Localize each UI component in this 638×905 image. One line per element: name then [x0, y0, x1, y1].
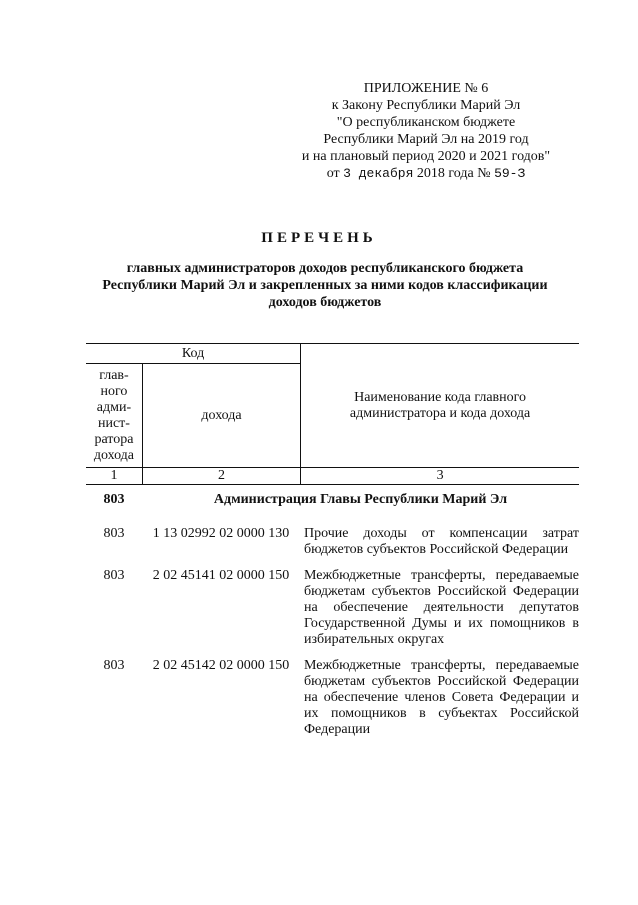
- header-admin-line: глав-: [99, 367, 129, 383]
- row-admin-code: 803: [103, 568, 125, 583]
- appendix-law-name-2: Республики Марий Эл на 2019 год: [323, 132, 529, 147]
- appendix-year: 2018 года №: [416, 166, 491, 181]
- appendix-law-number: 59-З: [494, 166, 526, 181]
- appendix-law: к Закону Республики Марий Эл: [331, 98, 521, 113]
- subtitle-line-2: Республики Марий Эл и закрепленных за ними кодов классификации: [102, 278, 548, 293]
- document-subtitle: [60, 260, 590, 311]
- section-admin-name: Администрация Главы Республики Марий Эл: [213, 492, 508, 507]
- row-income-code: 2 02 45141 02 0000 150: [152, 568, 290, 583]
- table-body: [86, 492, 579, 748]
- header-admin-column: [86, 364, 142, 468]
- appendix-date-line: [276, 165, 576, 182]
- section-admin-code: 803: [103, 492, 125, 507]
- appendix-law-name-1: "О республиканском бюджете: [336, 115, 516, 130]
- table-row: [86, 526, 579, 558]
- header-number-2: 2: [142, 468, 300, 485]
- header-admin-line: ного: [100, 383, 128, 399]
- appendix-date-prefix: от: [326, 166, 340, 181]
- subtitle-line-1: главных администраторов доходов республиканского бюджета: [126, 261, 524, 276]
- row-admin-code: 803: [103, 526, 125, 541]
- appendix-date: 3 декабря: [343, 166, 414, 181]
- document-title: ПЕРЕЧЕНЬ: [261, 230, 377, 246]
- appendix-law-name-3: и на плановый период 2020 и 2021 годов": [301, 149, 551, 164]
- header-name-line-1: Наименование кода главного: [354, 389, 527, 405]
- row-income-name: Прочие доходы от компенсации затрат бюджетов субъектов Российской Федерации: [304, 526, 579, 557]
- subtitle-line-3: доходов бюджетов: [268, 295, 382, 310]
- row-income-name: Межбюджетные трансферты, передаваемые бюджетам субъектов Российской Федерации на обеспечение деятельности депутатов Государственной Думы и их помощников в избирательных округах: [304, 568, 579, 647]
- row-income-code: 1 13 02992 02 0000 130: [152, 526, 290, 541]
- table-row: [86, 568, 579, 648]
- header-name-column: [301, 344, 579, 468]
- table-header: [86, 343, 579, 485]
- header-admin-line: адми-: [96, 399, 132, 415]
- table-row: [86, 658, 579, 738]
- header-admin-line: дохода: [93, 447, 135, 463]
- appendix-title: ПРИЛОЖЕНИЕ № 6: [363, 81, 489, 96]
- header-number-3: 3: [301, 468, 579, 485]
- header-admin-line: ратора: [94, 431, 134, 447]
- header-code: Код: [86, 344, 301, 364]
- header-admin-line: нист-: [97, 415, 130, 431]
- header-income-column: дохода: [142, 364, 300, 468]
- section-row: [86, 492, 579, 508]
- row-income-name: Межбюджетные трансферты, передаваемые бюджетам субъектов Российской Федерации на обеспечение членов Совета Федерации и их помощников в субъектах Российской Федерации: [304, 658, 579, 737]
- appendix-block: [276, 80, 576, 182]
- header-number-1: 1: [86, 468, 142, 485]
- row-admin-code: 803: [103, 658, 125, 673]
- header-name-line-2: администратора и кода дохода: [349, 405, 531, 421]
- row-income-code: 2 02 45142 02 0000 150: [152, 658, 290, 673]
